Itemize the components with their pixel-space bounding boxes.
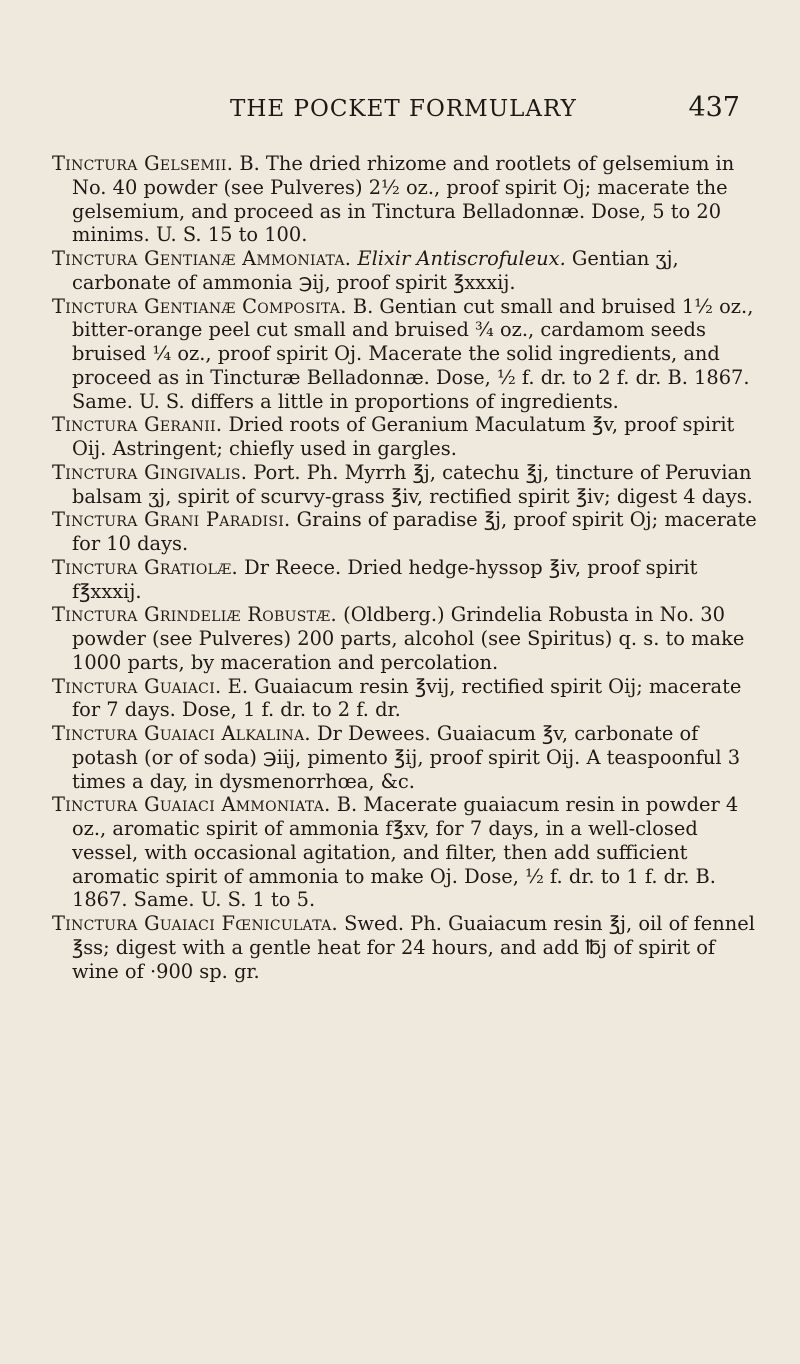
entry-text: Dr Reece. Dried hedge-hyssop ℥iv, proof spirit f℥xxxij. [72, 555, 698, 603]
formulary-entries [52, 152, 764, 983]
entry-tinctura-grani-paradisi [52, 508, 764, 556]
entry-tinctura-geranii [52, 413, 764, 461]
entry-text: (Oldberg.) Grindelia Robusta in No. 30 powder (see Pulveres) 200 parts, alcohol (see Spiritus) q. s. to make 1000 parts, by maceration and percolation. [72, 603, 745, 674]
entry-heading: Tinctura Guaiaci Alkalina. [52, 722, 311, 745]
entry-tinctura-gingivalis [52, 461, 764, 509]
entry-tinctura-gratiolae [52, 556, 764, 604]
entry-heading: Tinctura Gingivalis. [52, 460, 248, 484]
entry-text: B. The dried rhizome and rootlets of gelsemium in No. 40 powder (see Pulveres) 2½ oz., proof spirit Oj; macerate the gelsemium, and proceed as in Tinctura Belladonnæ. Dose, 5 to 20 minims. U. S. 15 to 100. [72, 152, 735, 247]
entry-text: B. Gentian cut small and bruised 1½ oz., bitter-orange peel cut small and bruised ¾ oz., cardamom seeds bruised ¼ oz., proof spirit Oj. Macerate the solid ingredients, and proceed as in Tincturæ Belladonnæ. Dose, ½ f. dr. to 2 f. dr. B. 1867. Same. U. S. differs a little in proportions of ingredients. [72, 294, 754, 413]
entry-heading: Tinctura Gelsemii. [52, 152, 234, 175]
entry-heading: Tinctura Gentianæ Ammoniata. [52, 247, 352, 270]
entry-heading: Tinctura Guaiaci Fœniculata. [52, 912, 338, 935]
entry-tinctura-grindeliae-robustae [52, 603, 764, 674]
entry-heading: Tinctura Geranii. [52, 413, 223, 437]
entry-synonym: Elixir Antiscrofuleux. [351, 247, 566, 270]
entry-text: Swed. Ph. Guaiacum resin ℥j, oil of fennel ℥ss; digest with a gentle heat for 24 hours, and add ℔j of spirit of wine of ·900 sp. gr. [72, 912, 755, 983]
running-title: THE POCKET FORMULARY [230, 96, 577, 122]
entry-tinctura-guaiaci [52, 675, 764, 723]
entry-text: Dried roots of Geranium Maculatum ℥v, proof spirit Oij. Astringent; chiefly used in gargles. [72, 413, 735, 460]
page-header [230, 92, 740, 132]
entry-tinctura-gentianae-composita [52, 295, 764, 414]
entry-heading: Tinctura Gratiolæ. [52, 555, 238, 579]
entry-text: B. Macerate guaiacum resin in powder 4 oz., aromatic spirit of ammonia f℥xv, for 7 days, in a well-closed vessel, with occasional agitation, and filter, then add sufficient aromatic spirit of ammonia to make Oj. Dose, ½ f. dr. to 1 f. dr. B. 1867. Same. U. S. 1 to 5. [72, 793, 739, 912]
page-number: 437 [688, 92, 740, 123]
entry-heading: Tinctura Guaiaci. [52, 674, 222, 698]
entry-heading: Tinctura Grindeliæ Robustæ. [52, 603, 338, 627]
entry-heading: Tinctura Grani Paradisi. [52, 508, 291, 532]
entry-tinctura-guaiaci-foeniculata [52, 912, 764, 983]
entry-tinctura-guaiaci-ammoniata [52, 793, 764, 912]
entry-heading: Tinctura Guaiaci Ammoniata. [52, 793, 331, 817]
entry-text: Grains of paradise ℥j, proof spirit Oj; macerate for 10 days. [72, 508, 757, 555]
entry-tinctura-gelsemii [52, 152, 764, 247]
entry-tinctura-guaiaci-alkalina [52, 722, 764, 793]
entry-text: E. Guaiacum resin ℥vij, rectified spirit Oij; macerate for 7 days. Dose, 1 f. dr. to 2 f. dr. [72, 674, 742, 722]
entry-text: Port. Ph. Myrrh ℥j, catechu ℥j, tincture of Peruvian balsam ʒj, spirit of scurvy-grass ℥iv, rectified spirit ℥iv; digest 4 days. [72, 460, 753, 508]
entry-text: Dr Dewees. Guaiacum ℥v, carbonate of potash (or of soda) ℈iij, pimento ℥ij, proof spirit Oij. A teaspoonful 3 times a day, in dysmenorrhœa, &c. [72, 722, 741, 793]
entry-tinctura-gentianae-ammoniata [52, 247, 764, 295]
entry-heading: Tinctura Gentianæ Composita. [52, 294, 347, 318]
entry-text: Gentian ʒj, carbonate of ammonia ℈ij, proof spirit ℥xxxij. [72, 247, 679, 294]
